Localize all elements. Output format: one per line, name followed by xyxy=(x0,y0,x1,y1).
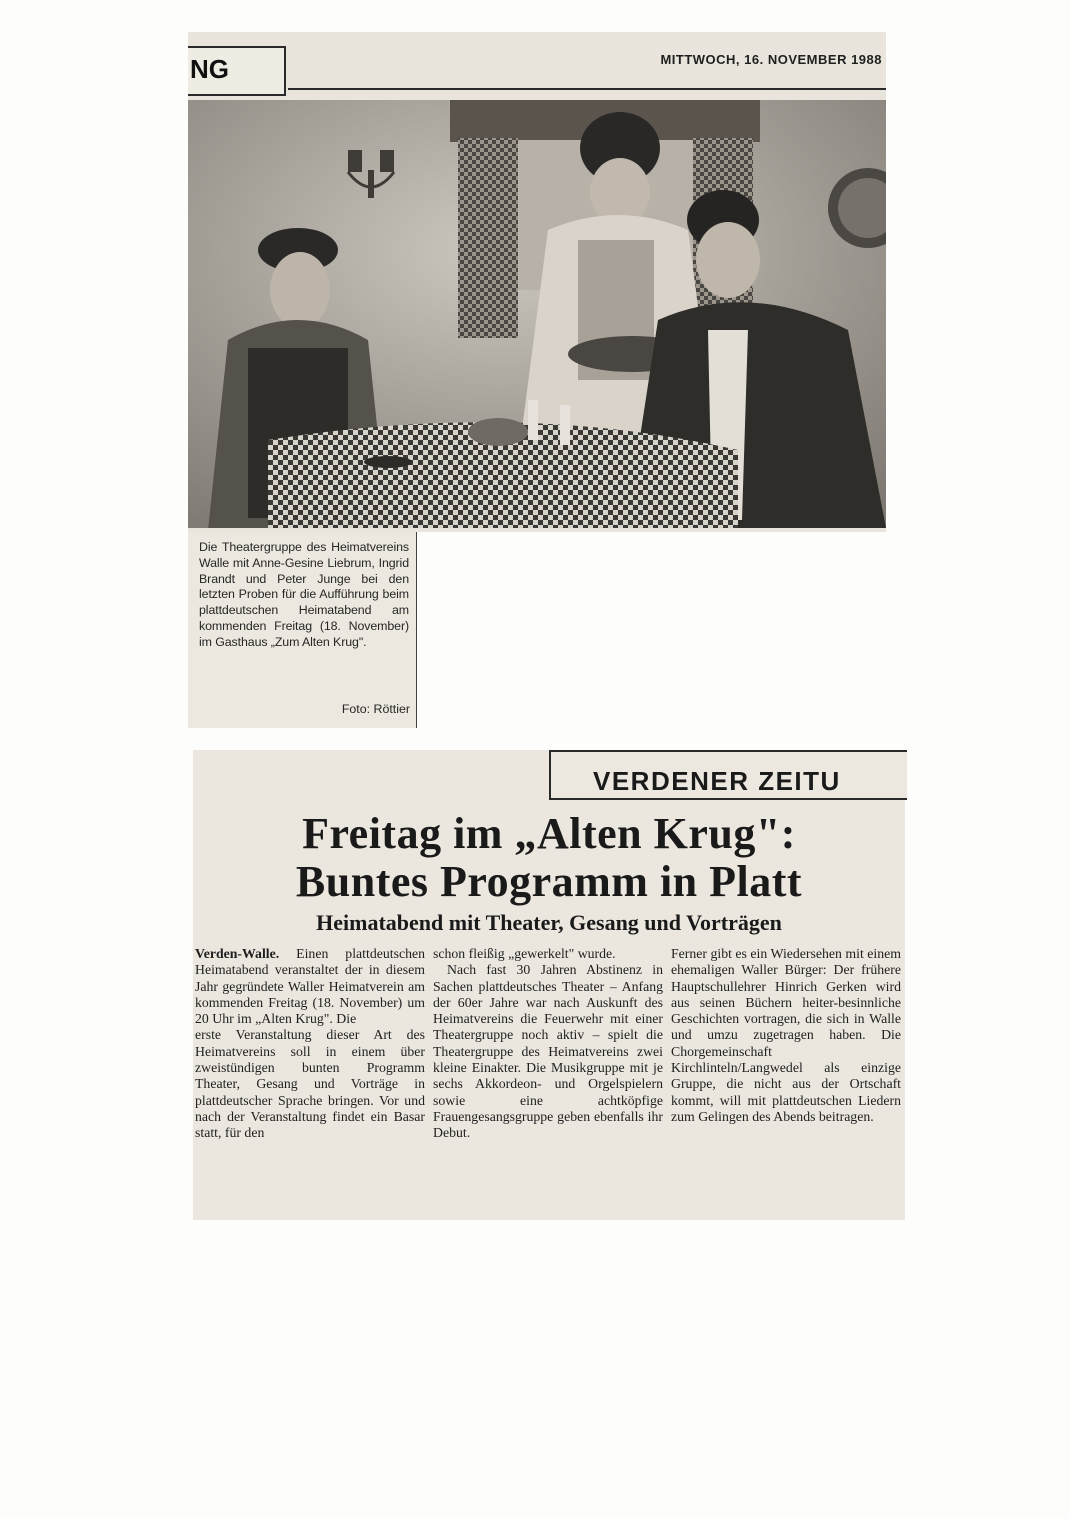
photo-theater-rehearsal-icon xyxy=(188,100,886,528)
article-headline xyxy=(193,810,905,906)
article-subheadline: Heimatabend mit Theater, Gesang und Vorträgen xyxy=(316,910,782,935)
article-column-1 xyxy=(195,946,425,1142)
dateline: Verden-Walle. xyxy=(195,946,280,961)
column1-paragraph-1-text: Einen plattdeutschen Heimatabend veranstaltet der in diesem Jahr gegründete Waller Heimatverein am kommenden Freitag (18. November) um 20 Uhr im „Alten Krug". Die xyxy=(195,946,425,1027)
caption-text: Die Theatergruppe des Heimatvereins Walle mit Anne-Gesine Liebrum, Ingrid Brandt und Peter Junge bei den letzten Proben für die Aufführung beim plattdeutschen Heimatabend am kommenden Freitag (18. November) im Gasthaus „Zum Alten Krug". xyxy=(199,540,409,649)
column1-paragraph-1 xyxy=(195,946,425,1027)
photo-credit: Foto: Röttier xyxy=(341,702,410,716)
article-body xyxy=(195,946,901,1216)
column3-paragraph-1: Ferner gibt es ein Wiedersehen mit einem ehemaligen Waller Bürger: Der frühere Hauptschullehrer Hinrich Gerken wird aus seinen Büchern heiter-besinnliche Geschichten vortragen, die sich in Walle und umzu zugetragen haben. Die Chorgemeinschaft Kirchlinteln/Langwedel als einzige Gruppe, die nicht aus der Ortschaft kommt, will mit plattdeutschen Liedern zum Gelingen des Abends beitragen. xyxy=(671,946,901,1124)
section-label: NG xyxy=(190,54,229,84)
masthead-rule xyxy=(551,750,907,752)
headline-line-1: Freitag im „Alten Krug": xyxy=(302,809,796,858)
issue-date: MITTWOCH, 16. NOVEMBER 1988 xyxy=(660,52,882,67)
newspaper-masthead: VERDENER ZEITU xyxy=(593,766,841,796)
headline-line-2: Buntes Programm in Platt xyxy=(295,857,803,906)
masthead-box xyxy=(549,750,907,800)
column2-paragraph-2: Nach fast 30 Jahren Abstinenz in Sachen plattdeutsches Theater – Anfang der 60er Jahre war nach Auskunft des Heimatvereins die Feuerwehr mit einer Theatergruppe noch aktiv – spielt die Theatergruppe des Heimatvereins zwei kleine Einakter. Die Musikgruppe mit je sechs Akkordeon- und Orgelspielern sowie eine achtköpfige Frauengesangsgruppe geben ebenfalls ihr Debut. xyxy=(433,962,663,1141)
photo-caption xyxy=(188,532,417,728)
newspaper-photo xyxy=(188,100,886,528)
article-column-2 xyxy=(433,946,663,1142)
section-label-box xyxy=(188,46,286,96)
date-header xyxy=(188,50,886,94)
clipping-article xyxy=(193,750,905,1220)
column1-paragraph-2: erste Veranstaltung dieser Art des Heimatvereins soll in einem über zweistündigen bunten Programm Theater, Gesang und Vorträge in plattdeutscher Sprache bringen. Vor und nach der Veranstaltung findet ein Basar statt, für den xyxy=(195,1027,425,1141)
header-rule xyxy=(288,88,886,90)
article-column-3 xyxy=(671,946,901,1125)
column2-paragraph-1: schon fleißig „gewerkelt" wurde. xyxy=(433,946,616,961)
clipping-photo-article xyxy=(188,32,886,730)
